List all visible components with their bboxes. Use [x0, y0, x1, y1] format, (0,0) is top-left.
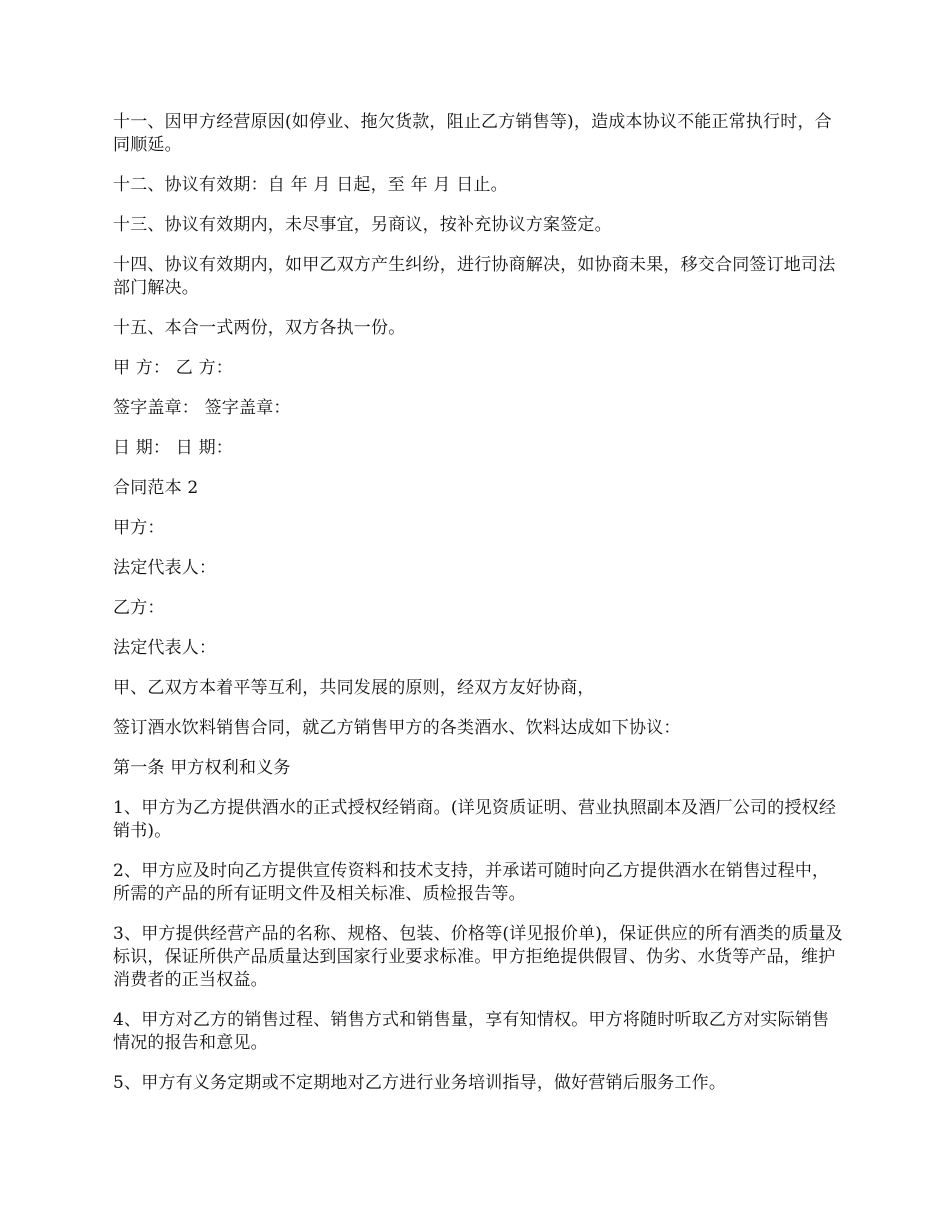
article-item-4: 4、甲方对乙方的销售过程、销售方式和销售量，享有知情权。甲方将随时听取乙方对实际销售情况的报告和意见。 — [113, 1010, 830, 1053]
paragraph-clause-14: 十四、协议有效期内，如甲乙双方产生纠纷，进行协商解决，如协商未果，移交合同签订地司法部门解决。 — [113, 255, 836, 298]
preamble-paragraph: 甲、乙双方本着平等互利，共同发展的原则，经双方友好协商， — [113, 678, 595, 698]
section-heading: 合同范本 2 — [113, 478, 199, 498]
paragraph-clause-13: 十三、协议有效期内，未尽事宜，另商议，按补充协议方案签定。 — [113, 215, 612, 235]
agreement-paragraph: 签订酒水饮料销售合同，就乙方销售甲方的各类酒水、饮料达成如下协议： — [113, 718, 681, 738]
article-item-1: 1、甲方为乙方提供酒水的正式授权经销商。(详见资质证明、营业执照副本及酒厂公司的授权经销书)。 — [113, 798, 837, 841]
party-a-line: 甲方： — [113, 518, 165, 538]
article-heading: 第一条 甲方权利和义务 — [113, 758, 291, 778]
paragraph-clause-11: 十一、因甲方经营原因(如停业、拖欠货款，阻止乙方销售等)，造成本协议不能正常执行时，合同顺延。 — [113, 112, 832, 155]
signature-line: 签字盖章： 签字盖章： — [113, 398, 291, 418]
party-b-representative-line: 法定代表人： — [113, 638, 217, 658]
article-item-3: 3、甲方提供经营产品的名称、规格、包装、价格等(详见报价单)，保证供应的所有酒类的质量及标识，保证所供产品质量达到国家行业要求标准。甲方拒绝提供假冒、伪劣、水货等产品，维护消费者的正当权益。 — [113, 924, 843, 990]
paragraph-clause-15: 十五、本合一式两份，双方各执一份。 — [113, 318, 406, 338]
date-line: 日 期： 日 期： — [113, 438, 234, 458]
party-a-representative-line: 法定代表人： — [113, 558, 217, 578]
party-b-line: 乙方： — [113, 598, 165, 618]
article-item-5: 5、甲方有义务定期或不定期地对乙方进行业务培训指导，做好营销后服务工作。 — [113, 1073, 727, 1093]
document-page — [113, 111, 843, 1112]
paragraph-clause-12: 十二、协议有效期：自 年 月 日起，至 年 月 日止。 — [113, 175, 508, 195]
party-line: 甲 方： 乙 方： — [113, 358, 234, 378]
article-item-2: 2、甲方应及时向乙方提供宣传资料和技术支持，并承诺可随时向乙方提供酒水在销售过程中，所需的产品的所有证明文件及相关标准、质检报告等。 — [113, 861, 830, 904]
